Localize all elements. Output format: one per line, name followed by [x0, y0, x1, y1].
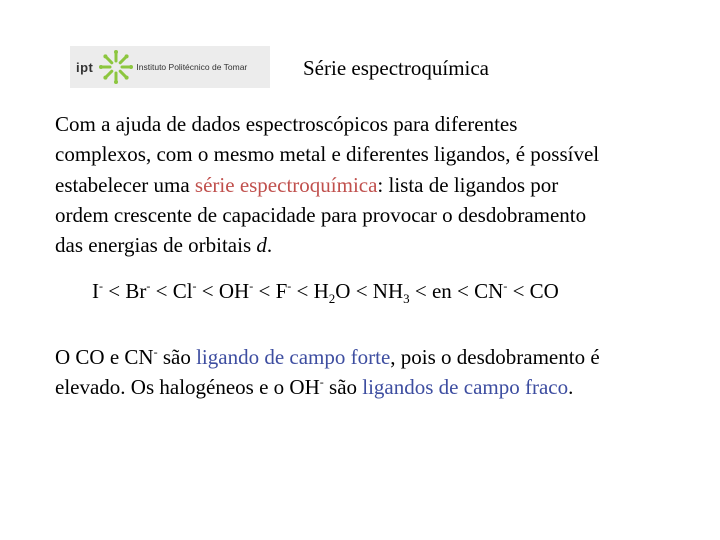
intro-paragraph — [55, 109, 695, 260]
charge-sign: - — [249, 279, 254, 293]
institution-logo — [70, 46, 270, 88]
subscript-three: 3 — [403, 291, 410, 306]
ligand-ammonia: NH — [372, 279, 404, 303]
conclusion-line-2 — [55, 372, 705, 402]
weak-field-term: ligandos de campo fraco — [362, 375, 569, 399]
charge-sign: - — [192, 279, 197, 293]
spectrochemical-series-formula — [92, 278, 559, 304]
charge-sign: - — [287, 279, 292, 293]
charge-sign: - — [146, 279, 151, 293]
ligand-cyanide: CN — [474, 279, 504, 303]
ligand-bromide: Br — [125, 279, 147, 303]
sunburst-logo-icon — [99, 50, 133, 84]
less-than: < — [103, 279, 126, 303]
conclusion-line-1-start: O CO e CN — [55, 345, 154, 369]
less-than: < — [196, 279, 219, 303]
conclusion-line-1 — [55, 342, 705, 372]
intro-line-1: Com a ajuda de dados espectroscópicos para diferentes — [55, 112, 518, 136]
conclusion-line-1-mid: são — [157, 345, 197, 369]
intro-line-4: ordem crescente de capacidade para provocar o desdobramento — [55, 202, 587, 227]
slide-title: Série espectroquímica — [303, 56, 490, 80]
strong-field-term: ligando de campo forte — [196, 345, 391, 369]
less-than: < — [451, 279, 475, 303]
orbital-d: d — [256, 233, 267, 258]
charge-sign: - — [319, 375, 324, 389]
ligand-water-h: H — [313, 279, 329, 303]
charge-sign: - — [153, 345, 158, 359]
ligand-hydroxide: OH — [218, 279, 250, 303]
conclusion-paragraph — [55, 342, 705, 402]
conclusion-line-2-mid: são — [323, 375, 363, 399]
ligand-ethylenediamine: en — [431, 279, 452, 303]
ligand-water-o: O — [335, 279, 351, 303]
conclusion-line-2-start: elevado. Os halogéneos e o OH — [55, 375, 320, 399]
intro-line-2: complexos, com o mesmo metal e diferentes ligandos, é possível — [55, 142, 600, 167]
less-than: < — [409, 279, 432, 303]
conclusion-line-2-end: . — [568, 375, 574, 399]
less-than: < — [253, 279, 276, 303]
less-than: < — [350, 279, 373, 303]
intro-line-3 — [55, 170, 695, 200]
spectrochemical-series-term: série espectroquímica — [194, 172, 378, 197]
ligand-chloride: Cl — [172, 279, 193, 303]
charge-sign: - — [99, 279, 103, 293]
subscript-two: 2 — [328, 291, 336, 306]
intro-line-5-start: das energias de orbitais — [55, 233, 257, 258]
less-than: < — [150, 279, 173, 303]
less-than: < — [507, 279, 530, 303]
intro-line-3-end: : lista de ligandos por — [377, 172, 559, 197]
intro-line-3-start: estabelecer uma — [55, 172, 195, 197]
ligand-iodide: I — [92, 279, 99, 303]
logo-institution-name: Instituto Politécnico de Tomar — [136, 62, 248, 72]
intro-line-5 — [55, 230, 695, 260]
intro-line-5-end: . — [266, 233, 273, 258]
ligand-fluoride: F — [275, 279, 288, 303]
logo-abbreviation: ipt — [76, 59, 94, 75]
conclusion-line-1-end: , pois o desdobramento é — [390, 345, 600, 369]
less-than: < — [291, 279, 314, 303]
charge-sign: - — [503, 279, 508, 293]
ligand-carbonyl: CO — [529, 279, 559, 303]
